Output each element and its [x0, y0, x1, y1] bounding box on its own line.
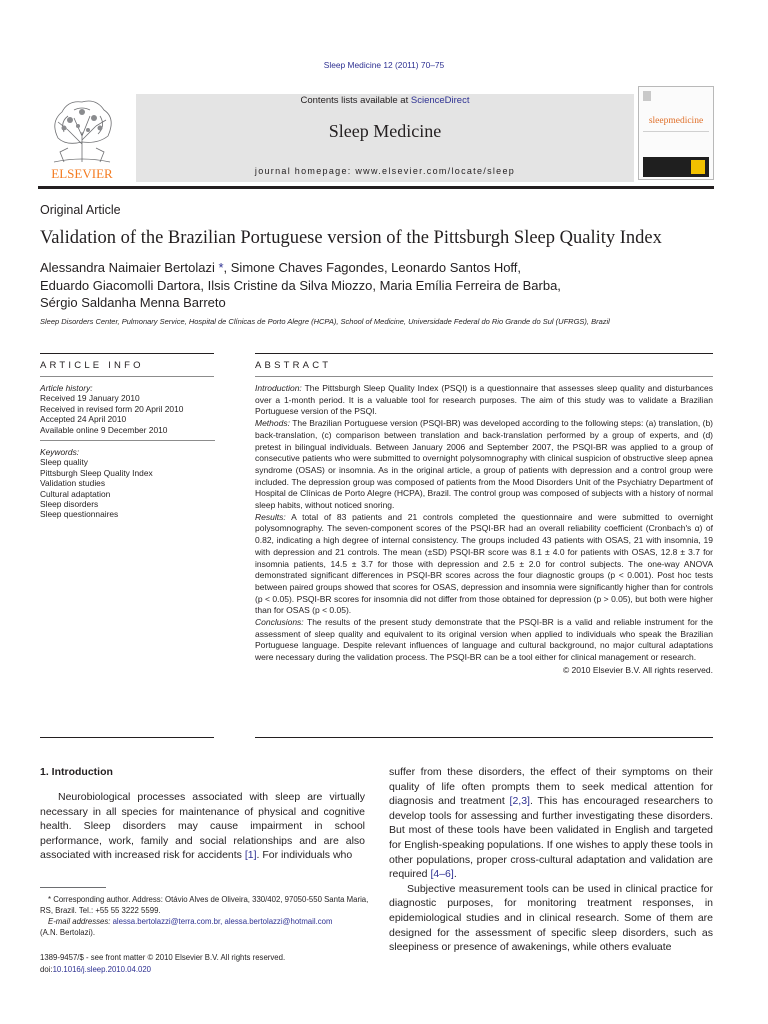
body-paragraph: Neurobiological processes associated with sleep are virtually necessary in all species for maintenance of physical and cognitive health. Sleep disorders may cause impairment in school performance, work, family and social relationships and are also associated with increased risk for accidents [1]. For individuals who — [40, 791, 365, 862]
body-paragraph: Subjective measurement tools can be used in clinical practice for diagnostic purposes, for monitoring treatment responses, in epidemiological studies and in clinical research. Some of them are designed for the assessment of specific sleep disorders, such as sleepiness or presence of awakenings, while others evaluate — [389, 882, 713, 954]
contents-line — [136, 95, 634, 106]
keywords-label: Keywords: — [40, 447, 80, 458]
keyword: Sleep questionnaires — [40, 509, 119, 520]
history-label: Article history: — [40, 383, 93, 393]
contents-prefix: Contents lists available at — [300, 95, 409, 106]
abstract-methods: Methods: The Brazilian Portuguese version (PSQI-BR) was developed according to the following steps: (a) translation, (b) back-translation, (c) comparison between translation and back-translation performed by a group of experts, and (d) pretest in bilingual individuals. Between January 2006 and September 2007, the PSQI-BR was applied to a group of consecutive patients who were submitted to overnight polysomnography with clinical suspicion of obstructive sleep apnea syndrome (OSAS) or insomnia. As in the original article, a group of patients with depression and a control group were included. The depression group was composed of patients from the Mood Disorders Unit of the Psychiatry Department of Hospital de Clínicas de Porto Alegre (HCPA), Brazil. The control group was composed of subjects with a history of normal sleep habits, without noticed snoring. — [255, 418, 713, 511]
abstract-body — [255, 383, 713, 677]
journal-cover-image — [639, 87, 713, 179]
abstract-rule-mid — [255, 376, 713, 377]
keyword: Sleep disorders — [40, 499, 99, 510]
elsevier-tree-icon — [38, 92, 126, 182]
footnote-rule — [40, 887, 106, 888]
keyword: Sleep quality — [40, 457, 88, 468]
sciencedirect-link[interactable]: ScienceDirect — [410, 95, 470, 106]
history-item: Received in revised form 20 April 2010 — [40, 403, 184, 414]
abstract-heading: ABSTRACT — [255, 360, 332, 371]
doi-line: doi:10.1016/j.sleep.2010.04.020 — [40, 965, 151, 974]
header-rule — [38, 186, 714, 189]
abstract-introduction: Introduction: The Pittsburgh Sleep Quality Index (PSQI) is a questionnaire that assesses sleep quality and disturbances over a 1-month period. It is a valuable tool for research purposes. The aim of this study was to validate a Brazilian Portuguese version of the PSQI. — [255, 383, 713, 417]
abstract-results: Results: A total of 83 patients and 21 controls completed the questionnaire and were submitted to overnight polysomnography. The seven-component scores of the PSQI-BR had an overall reliability coefficient (Cronbach's α) of 0.82, indicating a high degree of internal consistency. The groups included 43 patients with OSAS, 21 with insomnia, 19 with depression and 21 controls. The mean (±SD) PSQI-BR score was 8.1 ± 4.0 for patients with OSAS, 12.8 ± 3.7 for insomnia patients, 14.5 ± 3.7 for those with depression and 2.5 ± 2.0 for control subjects. The one-way ANOVA demonstrated significant differences in PSQI-BR scores across the four diagnostic groups (p < 0.001). Post hoc tests between paired groups showed that scores for OSAS, depression and insomnia were significantly higher than for controls (p < 0.05). PSQI-BR scores for insomnia did not differ from those obtained for depression (p > 0.05), but both were higher than for OSAS (p < 0.05). — [255, 511, 713, 616]
abstract-rule-top — [255, 353, 713, 354]
keyword: Cultural adaptation — [40, 488, 111, 499]
journal-homepage[interactable]: journal homepage: www.elsevier.com/locate/sleep — [254, 166, 516, 176]
reference-link[interactable]: [2,3] — [509, 795, 530, 808]
article-info — [40, 383, 215, 520]
corresponding-author-mark[interactable]: * — [214, 260, 224, 275]
author-list — [40, 259, 561, 312]
affiliation: Sleep Disorders Center, Pulmonary Service, Hospital de Clínicas de Porto Alegre (HCPA), School of Medicine, Universidade Federal do Rio Grande do Sul (UFRGS), Brazil — [40, 317, 610, 326]
keyword: Pittsburgh Sleep Quality Index — [40, 467, 153, 478]
email-note: E-mail addresses: alessa.bertolazzi@terra.com.br, alessa.bertolazzi@hotmail.com — [48, 917, 333, 926]
abstract-rule-bottom — [255, 737, 713, 738]
front-matter — [40, 952, 285, 976]
elsevier-logo — [38, 92, 126, 182]
history-item: Received 19 January 2010 — [40, 393, 140, 404]
footnote — [40, 894, 370, 938]
author-line-1-rest: , Simone Chaves Fagondes, Leonardo Santos Hoff, — [223, 260, 522, 275]
issn-line: 1389-9457/$ - see front matter © 2010 Elsevier B.V. All rights reserved. — [40, 953, 286, 962]
history-item: Available online 9 December 2010 — [40, 424, 168, 435]
article-type: Original Article — [40, 203, 121, 217]
body-paragraph: suffer from these disorders, the effect of their symptoms on their quality of life often prompts them to seek medical attention for diagnosis and treatment [2,3]. This has encouraged researchers to develop tools for assessing and further investigating these disorders. But most of these tools have been validated in English and targeted for English-speaking populations. If one wishes to apply these tools in other populations, proper cross-cultural adaptation and validation are required [4–6]. — [389, 766, 713, 881]
article-info-heading: ARTICLE INFO — [40, 360, 144, 371]
journal-name: Sleep Medicine — [328, 121, 442, 141]
article-title: Validation of the Brazilian Portuguese version of the Pittsburgh Sleep Quality Index — [40, 228, 662, 248]
cover-title: sleepmedicine — [648, 116, 704, 126]
article-info-rule-mid — [40, 376, 214, 377]
reference-link[interactable]: [1] — [244, 849, 257, 862]
article-info-rule-bottom — [40, 737, 214, 738]
doi-link[interactable]: 10.1016/j.sleep.2010.04.020 — [52, 965, 151, 974]
history-item: Accepted 24 April 2010 — [40, 414, 127, 425]
abstract-conclusions: Conclusions: The results of the present study demonstrate that the PSQI-BR is a valid and reliable instrument for the assessment of sleep quality and equivalent to its original version when applied to individuals who speak the Brazilian Portuguese language. Despite relevant influences of language and cultural background, no major cultural adaptations were necessary during the validation process. The PSQI-BR can be a tool either for clinical management or research. — [255, 617, 713, 663]
author-line-1 — [40, 259, 561, 277]
info-divider — [40, 435, 215, 441]
corresponding-author-note: * Corresponding author. Address: Otávio Alves de Oliveira, 330/402, 97050-550 Santa Maria, RS, Brazil. Tel.: +55 55 3222 5599. — [40, 895, 369, 915]
abstract-copyright: © 2010 Elsevier B.V. All rights reserved. — [562, 664, 713, 675]
elsevier-wordmark: ELSEVIER — [51, 166, 113, 181]
author-line-2: Eduardo Giacomolli Dartora, Ilsis Cristine da Silva Miozzo, Maria Emília Ferreira de Barba, — [40, 277, 561, 293]
reference-link[interactable]: [4–6] — [430, 868, 454, 881]
journal-cover[interactable] — [638, 86, 714, 180]
body-column-right — [389, 765, 713, 955]
keyword: Validation studies — [40, 478, 106, 489]
email-suffix: (A.N. Bertolazi). — [40, 928, 96, 937]
section-heading-introduction: 1. Introduction — [40, 766, 113, 778]
body-column-left — [40, 790, 365, 863]
first-author: Alessandra Naimaier Bertolazi — [40, 260, 215, 275]
journal-citation[interactable]: Sleep Medicine 12 (2011) 70–75 — [323, 60, 445, 70]
email-links[interactable]: alessa.bertolazzi@terra.com.br, alessa.bertolazzi@hotmail.com — [110, 917, 333, 926]
article-info-rule-top — [40, 353, 214, 354]
author-line-3: Sérgio Saldanha Menna Barreto — [40, 295, 226, 310]
